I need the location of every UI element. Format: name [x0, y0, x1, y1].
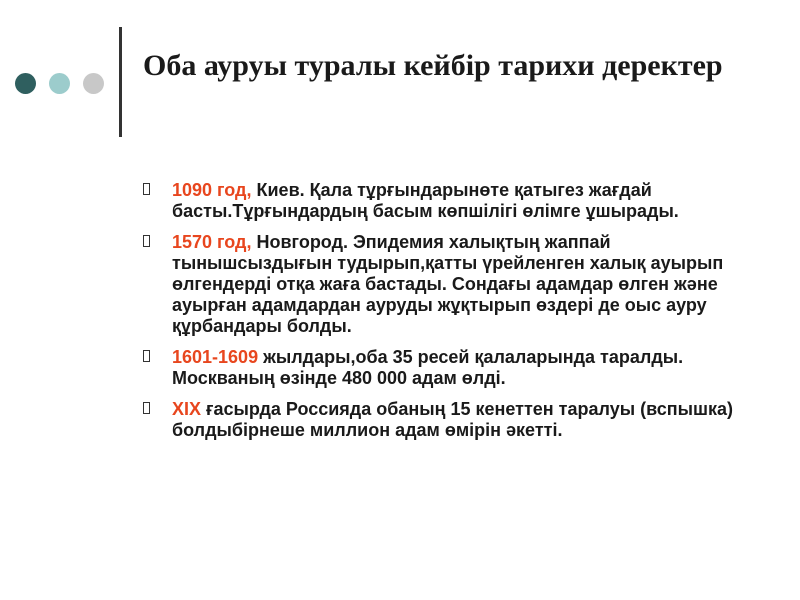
bullet-item-1570 — [143, 232, 753, 337]
bullet-item-1601 — [143, 347, 753, 389]
bullet-highlight: 1570 год, — [172, 232, 252, 252]
bullet-marker-icon — [143, 183, 150, 195]
bullet-marker-icon — [143, 235, 150, 247]
bullet-text: Новгород. Эпидемия халықтың жаппай тынышсыздығын тудырып,қатты үрейленген халық ауырып өлгендерді отқа жаға бастады. Сондағы адамдар өлген және ауырған адамдардан ауруды жұқтырып өздері де оыс ауру құрбандары болды. — [172, 232, 724, 336]
bullet-highlight: 1090 год, — [172, 180, 252, 200]
title-divider-line — [119, 27, 122, 137]
bullet-marker-icon — [143, 350, 150, 362]
bullet-text: жылдары,оба 35 ресей қалаларында таралды. Москваның өзінде 480 000 адам өлді. — [172, 347, 684, 388]
bullet-item-xix — [143, 399, 753, 441]
bullet-highlight: 1601-1609 — [172, 347, 259, 367]
slide-title: Оба ауруы туралы кейбір тарихи деректер — [143, 49, 723, 82]
bullet-text: Киев. Қала тұрғындарынөте қатыгез жағдай басты.Тұрғындардың басым көпшілігі өлімге ұшырады. — [172, 180, 679, 221]
bullet-marker-icon — [143, 402, 150, 414]
decorative-dots — [15, 73, 104, 94]
bullet-highlight: XIX — [172, 399, 202, 419]
gray-dot — [83, 73, 104, 94]
bullet-item-1090 — [143, 180, 753, 222]
dark-teal-dot — [15, 73, 36, 94]
bullet-list — [143, 180, 753, 451]
bullet-text: ғасырда Россияда обаның 15 кенеттен таралуы (вспышка) болдыбірнеше миллион адам өмірін әкетті. — [172, 399, 733, 440]
light-teal-dot — [49, 73, 70, 94]
